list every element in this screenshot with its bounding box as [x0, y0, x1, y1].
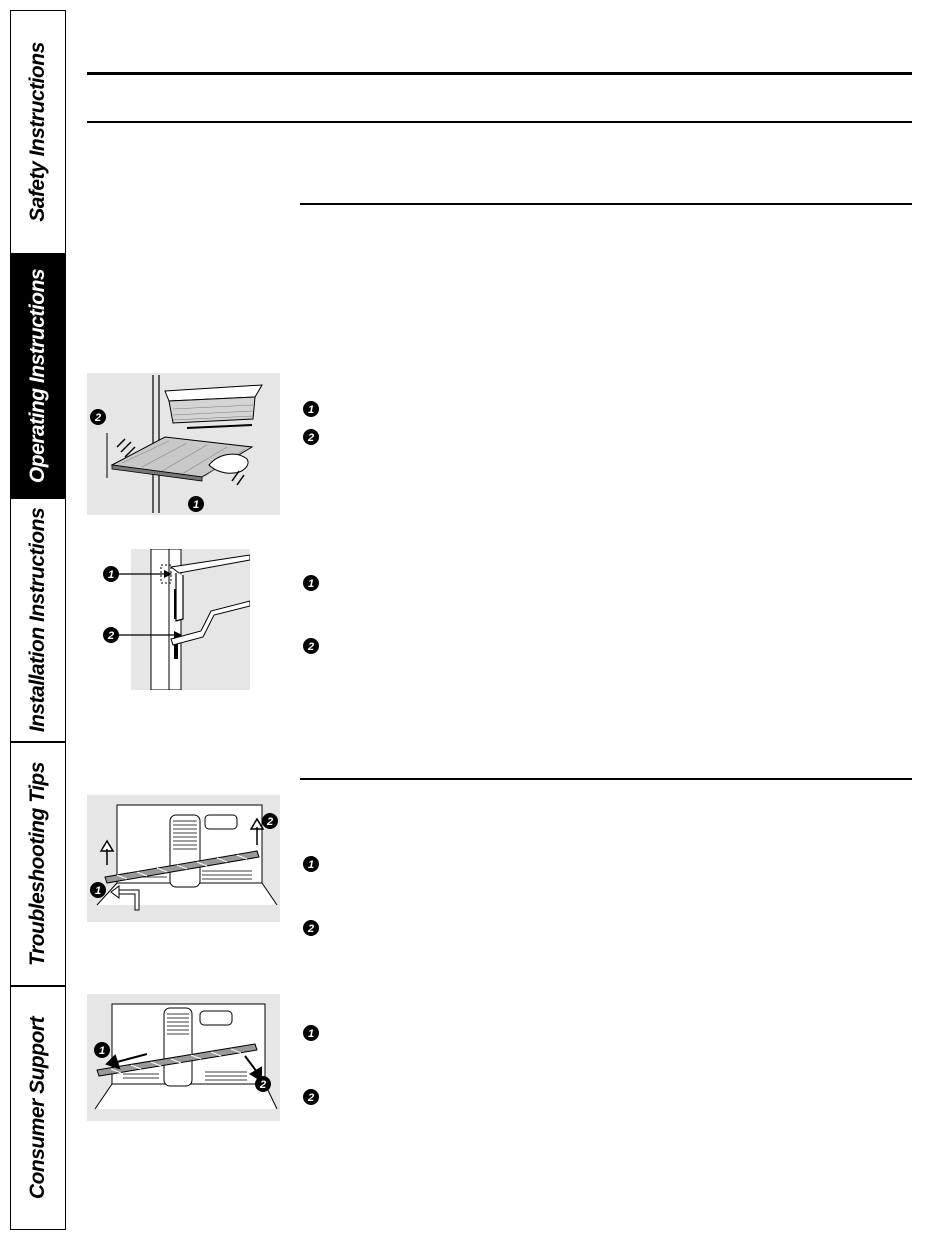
section-rule-1 [300, 203, 912, 205]
step-bullet-1-icon [302, 855, 320, 873]
svg-text:2: 2 [307, 432, 315, 444]
step-bullet-2-icon [302, 428, 320, 446]
header-top-rule [87, 72, 912, 75]
svg-text:1: 1 [107, 569, 115, 581]
step-bullet-1-icon [302, 1024, 320, 1042]
step-bullet-2-icon [302, 919, 320, 937]
callout-2-icon [89, 408, 107, 426]
step-bullet-1-icon [302, 400, 320, 418]
callout-2-icon [254, 1075, 272, 1093]
tab-label: Safety Instructions [26, 42, 50, 222]
svg-text:2: 2 [307, 923, 315, 935]
step-bullet-2-icon [302, 637, 320, 655]
callout-1-icon [93, 1041, 111, 1059]
svg-text:2: 2 [94, 412, 102, 424]
section-rule-2 [300, 778, 912, 780]
step-bullet-1-icon [302, 574, 320, 592]
step-bullet-2-icon [302, 1088, 320, 1106]
svg-text:1: 1 [307, 404, 315, 416]
tab-operating-instructions[interactable] [10, 254, 66, 498]
tab-consumer-support[interactable] [10, 986, 66, 1230]
tab-label: Operating Instructions [26, 268, 49, 484]
svg-text:1: 1 [98, 1045, 106, 1057]
callout-arrow [118, 569, 178, 579]
shelf-removal-illustration [87, 373, 280, 515]
svg-text:1: 1 [307, 859, 315, 871]
callout-1-icon [187, 495, 205, 513]
svg-text:2: 2 [307, 641, 315, 653]
svg-text:1: 1 [307, 1028, 315, 1040]
header-bottom-rule [87, 121, 912, 123]
svg-text:2: 2 [107, 630, 115, 642]
svg-text:2: 2 [259, 1079, 267, 1091]
freezer-shelf-replacement-illustration [87, 994, 280, 1121]
callout-1-icon [89, 881, 107, 899]
svg-text:1: 1 [192, 499, 200, 511]
tab-label: Installation Instructions [26, 507, 50, 733]
callout-2-icon [261, 812, 279, 830]
svg-text:1: 1 [307, 578, 315, 590]
tab-troubleshooting-tips[interactable] [10, 742, 66, 986]
tab-label: Consumer Support [26, 1016, 50, 1200]
svg-text:2: 2 [307, 1092, 315, 1104]
callout-arrow [118, 630, 188, 640]
tab-safety-instructions[interactable] [10, 10, 66, 254]
tab-installation-instructions[interactable] [10, 498, 66, 742]
svg-text:1: 1 [94, 885, 102, 897]
tab-label: Troubleshooting Tips [26, 762, 50, 966]
freezer-shelf-removal-illustration [87, 795, 280, 922]
svg-text:2: 2 [266, 816, 274, 828]
